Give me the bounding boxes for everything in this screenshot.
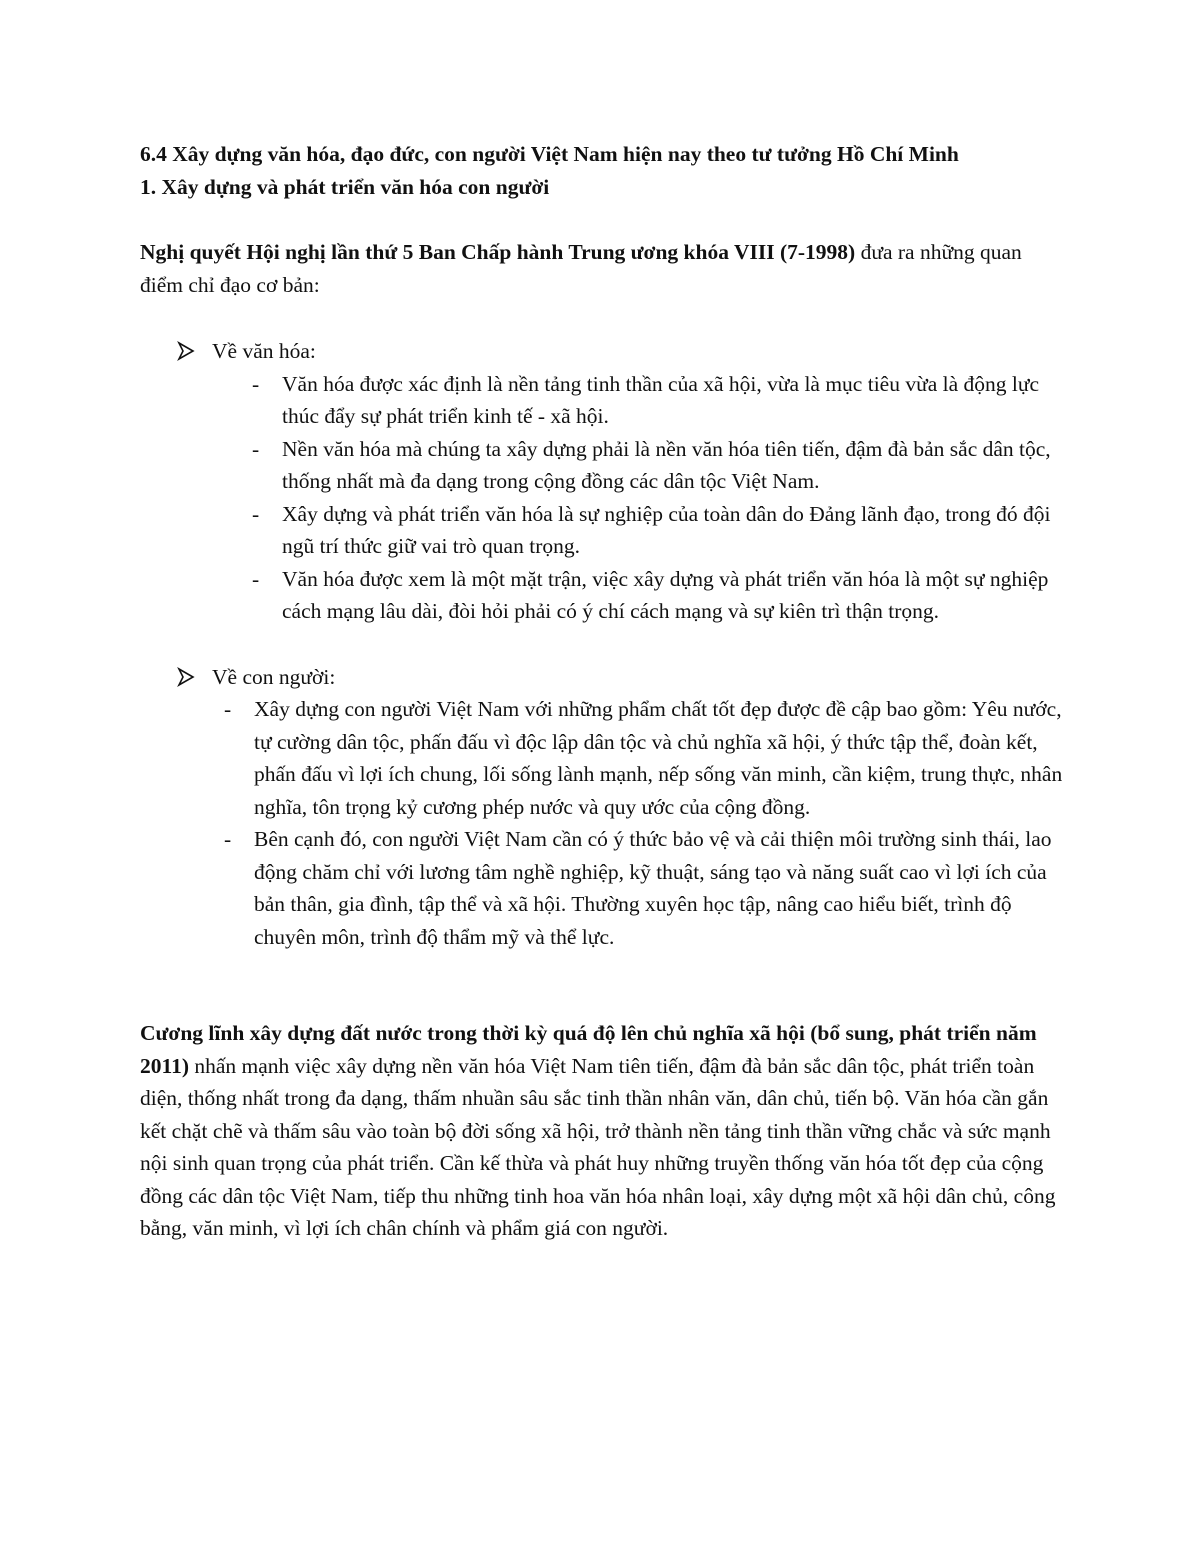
list-item-text: Xây dựng con người Việt Nam với những phẩm chất tốt đẹp được đề cập bao gồm: Yêu nước, tự cường dân tộc, phấn đấu vì độc lập dân tộc và chủ nghĩa xã hội, ý thức tập thể, đoàn kết, phấn đấu vì lợi ích chung, lối sống lành mạnh, nếp sống văn minh, cần kiệm, trung thực, nhân nghĩa, tôn trọng kỷ cương phép nước và quy ước của cộng đồng. [254,697,1063,819]
section-culture [140,335,1070,628]
list-item [212,433,1070,498]
section-people [140,661,1070,954]
culture-list [212,368,1070,628]
section-culture-title: Về văn hóa: [212,339,316,363]
document-body [140,138,1070,1245]
list-item-text: Văn hóa được xem là một mặt trận, việc xây dựng và phát triển văn hóa là một sự nghiệp cách mạng lâu dài, đòi hỏi phải có ý chí cách mạng và sự kiên trì thận trọng. [282,566,1049,623]
dash-bullet: - [252,501,260,526]
list-item [212,498,1070,563]
dash-bullet: - [252,566,260,591]
intro-rest: đưa ra những quan điểm chỉ đạo cơ bản: [140,240,1022,297]
list-item [212,368,1070,433]
dash-bullet: - [252,436,260,461]
closing-paragraph [140,1017,1070,1245]
dash-bullet: - [252,371,260,396]
arrow-bullet-icon [176,661,196,693]
dash-bullet: - [224,827,232,851]
intro-bold: Nghị quyết Hội nghị lần thứ 5 Ban Chấp hành Trung ương khóa VIII (7-1998) [140,240,856,264]
arrow-bullet-icon [176,335,196,367]
closing-rest: nhấn mạnh việc xây dựng nền văn hóa Việt Nam tiên tiến, đậm đà bản sắc dân tộc, phát triển toàn diện, thống nhất trong đa dạng, thấm nhuần sâu sắc tinh thần nhân văn, dân chủ, tiến bộ. Văn hóa cần gắn kết chặt chẽ và thấm sâu vào toàn bộ đời sống xã hội, trở thành nền tảng tinh thần vững chắc và sức mạnh nội sinh quan trọng của phát triển. Cần kế thừa và phát huy những truyền thống văn hóa tốt đẹp của cộng đồng các dân tộc Việt Nam, tiếp thu những tinh hoa văn hóa nhân loại, xây dựng một xã hội dân chủ, công bằng, văn minh, vì lợi ích chân chính và phẩm giá con người. [140,1053,1056,1240]
list-item [212,823,1070,953]
intro-paragraph [140,236,1070,301]
list-item [212,693,1070,823]
list-item-text: Nền văn hóa mà chúng ta xây dựng phải là nền văn hóa tiên tiến, đậm đà bản sắc dân tộc, thống nhất mà đa dạng trong cộng đồng các dân tộc Việt Nam. [282,436,1051,493]
list-item [212,563,1070,628]
closing-bold: Cương lĩnh xây dựng đất nước trong thời kỳ quá độ lên chủ nghĩa xã hội (bổ sung, phát triển năm 2011) [140,1021,1037,1078]
list-item-text: Xây dựng và phát triển văn hóa là sự nghiệp của toàn dân do Đảng lãnh đạo, trong đó đội ngũ trí thức giữ vai trò quan trọng. [282,501,1051,558]
heading-main: 6.4 Xây dựng văn hóa, đạo đức, con người Việt Nam hiện nay theo tư tưởng Hồ Chí Minh [140,142,959,166]
people-list [212,693,1070,953]
list-item-text: Bên cạnh đó, con người Việt Nam cần có ý thức bảo vệ và cải thiện môi trường sinh thái, lao động chăm chỉ với lương tâm nghề nghiệp, kỹ thuật, sáng tạo và năng suất cao vì lợi ích của bản thân, gia đình, tập thể và xã hội. Thường xuyên học tập, nâng cao hiểu biết, trình độ chuyên môn, trình độ thẩm mỹ và thể lực. [254,827,1052,949]
list-item-text: Văn hóa được xác định là nền tảng tinh thần của xã hội, vừa là mục tiêu vừa là động lực thúc đẩy sự phát triển kinh tế - xã hội. [282,371,1040,428]
dash-bullet: - [224,697,232,721]
section-people-title: Về con người: [212,664,336,689]
heading-sub: 1. Xây dựng và phát triển văn hóa con người [140,174,550,199]
